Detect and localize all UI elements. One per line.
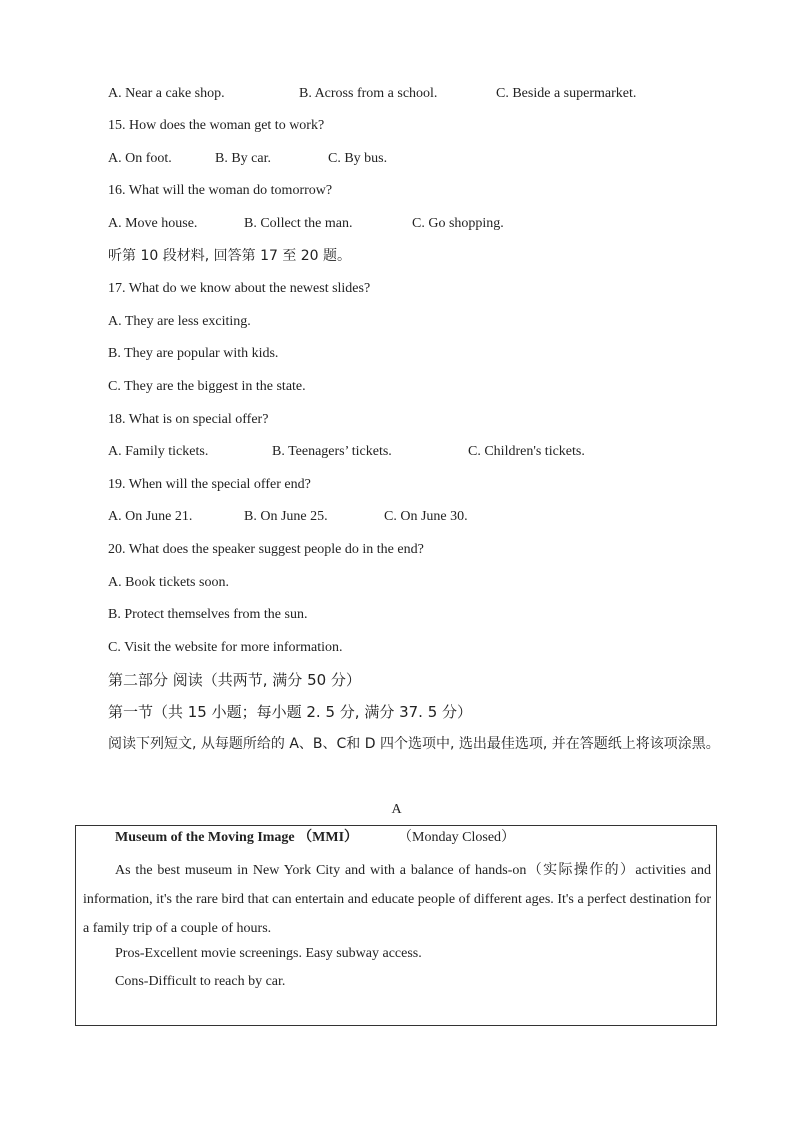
q18-question: 18. What is on special offer? (108, 412, 269, 427)
q16-question: 16. What will the woman do tomorrow? (108, 183, 333, 198)
q14-option-b: B. Across from a school. (299, 86, 438, 101)
q18-option-c: C. Children's tickets. (468, 444, 585, 459)
q16-option-b: B. Collect the man. (244, 216, 353, 231)
q17-option-a: A. They are less exciting. (108, 314, 251, 329)
q14-option-c: C. Beside a supermarket. (496, 86, 637, 101)
q20-option-a: A. Book tickets soon. (108, 575, 229, 590)
q15-option-b: B. By car. (215, 151, 271, 166)
passage-letter: A (391, 802, 402, 817)
passage-body (83, 856, 711, 943)
q20-question: 20. What does the speaker suggest people do in the end? (108, 542, 424, 557)
q19-option-c: C. On June 30. (384, 509, 468, 524)
passage-box (75, 825, 717, 1026)
passage-title: Museum of the Moving Image （MMI） (115, 830, 359, 845)
q16-option-a: A. Move house. (108, 216, 198, 231)
reading-instructions-text: 阅读下列短文, 从每题所给的 A、B、C和 D 四个选项中, 选出最佳选项, 并在答题纸上将该项涂黑。 (108, 736, 720, 752)
section-10-instruction: 听第 10 段材料, 回答第 17 至 20 题。 (108, 248, 352, 264)
q19-option-b: B. On June 25. (244, 509, 328, 524)
passage-body-text: As the best museum in New York City and with a balance of hands-on（实际操作的）activities and information, it's the rare bird that can entertain and educate people of different ages. It's a perfect destination for a family trip of a couple of hours. (83, 863, 711, 936)
q20-option-c: C. Visit the website for more information. (108, 640, 343, 655)
q20-option-b: B. Protect themselves from the sun. (108, 607, 308, 622)
part-2-title: 第二部分 阅读（共两节, 满分 50 分） (108, 671, 361, 689)
q19-question: 19. When will the special offer end? (108, 477, 311, 492)
q14-option-a: A. Near a cake shop. (108, 86, 225, 101)
q17-option-b: B. They are popular with kids. (108, 346, 279, 361)
q18-option-b: B. Teenagers’ tickets. (272, 444, 392, 459)
q15-question: 15. How does the woman get to work? (108, 118, 325, 133)
q17-question: 17. What do we know about the newest slides? (108, 281, 371, 296)
q15-option-a: A. On foot. (108, 151, 172, 166)
q17-option-c: C. They are the biggest in the state. (108, 379, 306, 394)
passage-pros: Pros-Excellent movie screenings. Easy subway access. (115, 946, 422, 961)
passage-closed-note: （Monday Closed） (398, 830, 516, 845)
section-1-title: 第一节（共 15 小题；每小题 2. 5 分, 满分 37. 5 分） (108, 703, 473, 721)
passage-cons: Cons-Difficult to reach by car. (115, 974, 286, 989)
q18-option-a: A. Family tickets. (108, 444, 209, 459)
reading-instructions (76, 729, 721, 759)
q19-option-a: A. On June 21. (108, 509, 193, 524)
q15-option-c: C. By bus. (328, 151, 388, 166)
q16-option-c: C. Go shopping. (412, 216, 504, 231)
